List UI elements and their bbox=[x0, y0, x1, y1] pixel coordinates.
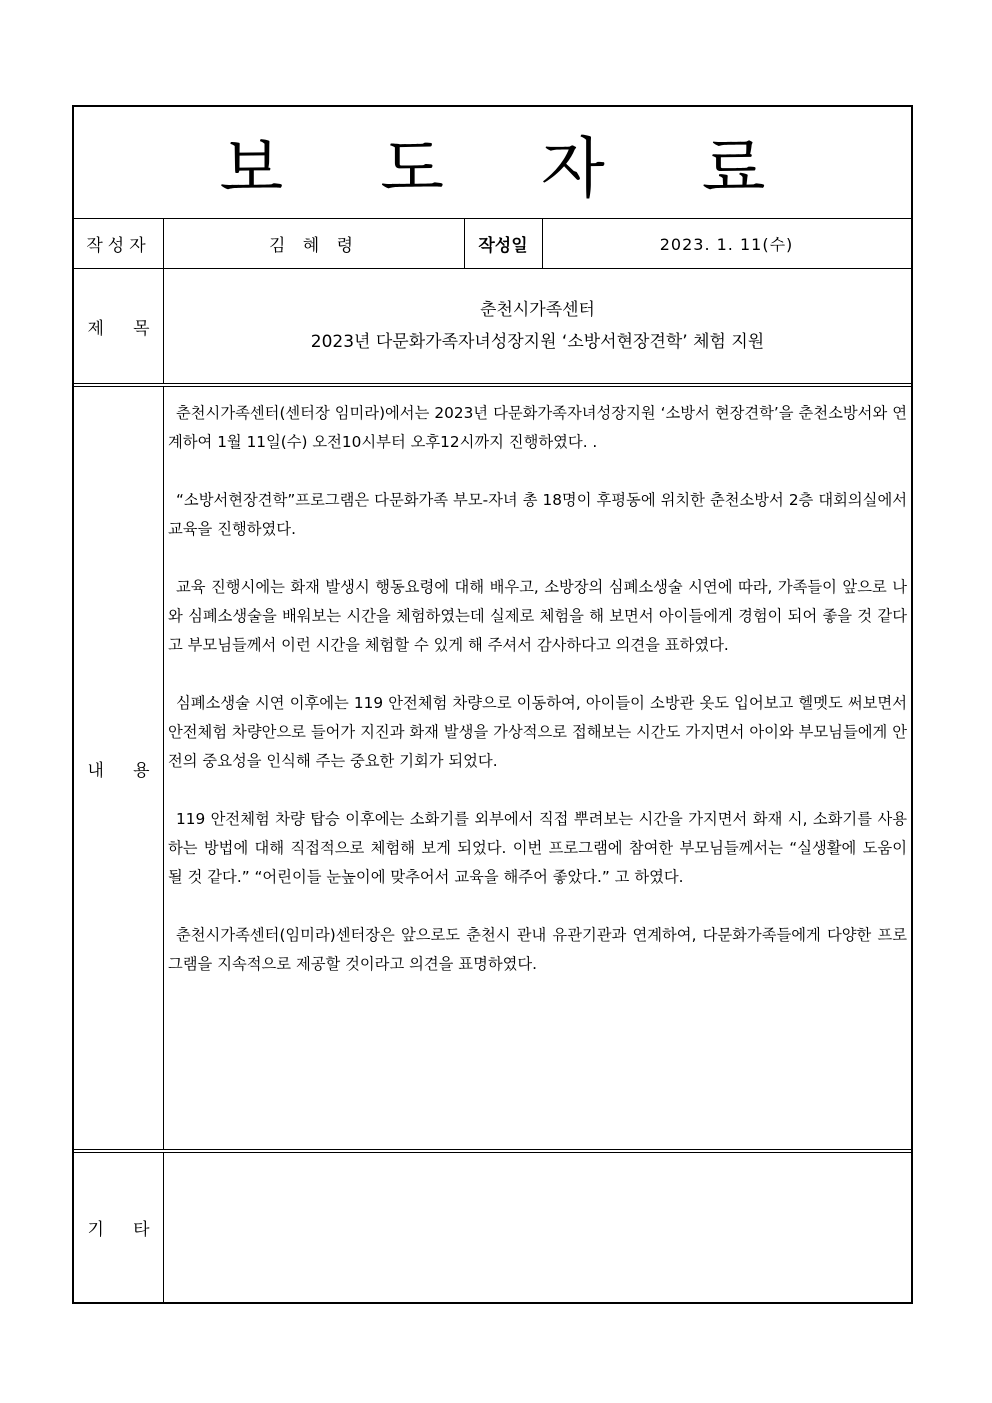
content-paragraph: 심폐소생술 시연 이후에는 119 안전체험 차량으로 이동하여, 아이들이 소방관 옷도 입어보고 헬멧도 써보면서 안전체험 차량안으로 들어가 지진과 화재 발생을 가상적으로 접해보는 시간도 가지면서 아이와 부모님들에게 안전의 중요성을 인식해 주는 중요한 기회가 되었다. bbox=[168, 694, 907, 770]
date-label: 작성일 bbox=[464, 219, 543, 268]
content-body bbox=[164, 387, 911, 1149]
content-row bbox=[74, 387, 911, 1153]
etc-row bbox=[74, 1153, 911, 1302]
author-row bbox=[74, 219, 911, 269]
content-paragraph: 119 안전체험 차량 탑승 이후에는 소화기를 외부에서 직접 뿌려보는 시간을 가지면서 화재 시, 소화기를 사용하는 방법에 대해 직접적으로 체험해 보게 되었다. 이번 프로그램에 참여한 부모님들께서는 “실생활에 도움이 될 것 같다.” “어린이들 눈높이에 맞추어서 교육을 해주어 좋았다.” 고 하였다. bbox=[168, 810, 907, 886]
content-label-char: 용 bbox=[133, 760, 150, 781]
press-release-form bbox=[72, 105, 913, 1304]
page-title: 보 도 자 료 bbox=[219, 130, 804, 207]
title-row bbox=[74, 107, 911, 219]
etc-label-char: 기 bbox=[87, 1220, 104, 1240]
subject-label bbox=[74, 269, 164, 383]
date-value: 2023. 1. 11(수) bbox=[659, 235, 794, 254]
subject-label-char: 제 bbox=[87, 318, 104, 339]
content-label-char: 내 bbox=[87, 760, 104, 781]
content-paragraph: 춘천시가족센터(센터장 임미라)에서는 2023년 다문화가족자녀성장지원 ‘소방서 현장견학’을 춘천소방서와 연계하여 1월 11일(수) 오전10시부터 오후12시까지 진행하였다. . bbox=[168, 404, 907, 451]
subject-line: 2023년 다문화가족자녀성장지원 ‘소방서현장견학’ 체험 지원 bbox=[310, 332, 765, 352]
subject-line: 춘천시가족센터 bbox=[480, 300, 595, 320]
content-paragraph: “소방서현장견학”프로그램은 다문화가족 부모-자녀 총 18명이 후평동에 위치한 춘천소방서 2층 대회의실에서 교육을 진행하였다. bbox=[168, 491, 907, 538]
author-value: 김 혜 령 bbox=[164, 219, 465, 268]
subject-value bbox=[164, 269, 911, 383]
content-paragraph: 교육 진행시에는 화재 발생시 행동요령에 대해 배우고, 소방장의 심폐소생술 시연에 따라, 가족들이 앞으로 나와 심폐소생술을 배워보는 시간을 체험하였는데 실제로 체험을 해 보면서 아이들에게 경험이 되어 좋을 것 같다고 부모님들께서 이런 시간을 체험할 수 있게 해 주셔서 감사하다고 의견을 표하였다. bbox=[168, 578, 907, 654]
content-label bbox=[74, 387, 164, 1149]
subject-label-char: 목 bbox=[133, 318, 150, 339]
etc-label bbox=[74, 1153, 164, 1302]
subject-row bbox=[74, 269, 911, 387]
etc-label-char: 타 bbox=[133, 1220, 150, 1240]
content-paragraph: 춘천시가족센터(임미라)센터장은 앞으로도 춘천시 관내 유관기관과 연계하여, 다문화가족들에게 다양한 프로그램을 지속적으로 제공할 것이라고 의견을 표명하였다. bbox=[168, 926, 907, 973]
author-label: 작성자 bbox=[74, 219, 164, 268]
